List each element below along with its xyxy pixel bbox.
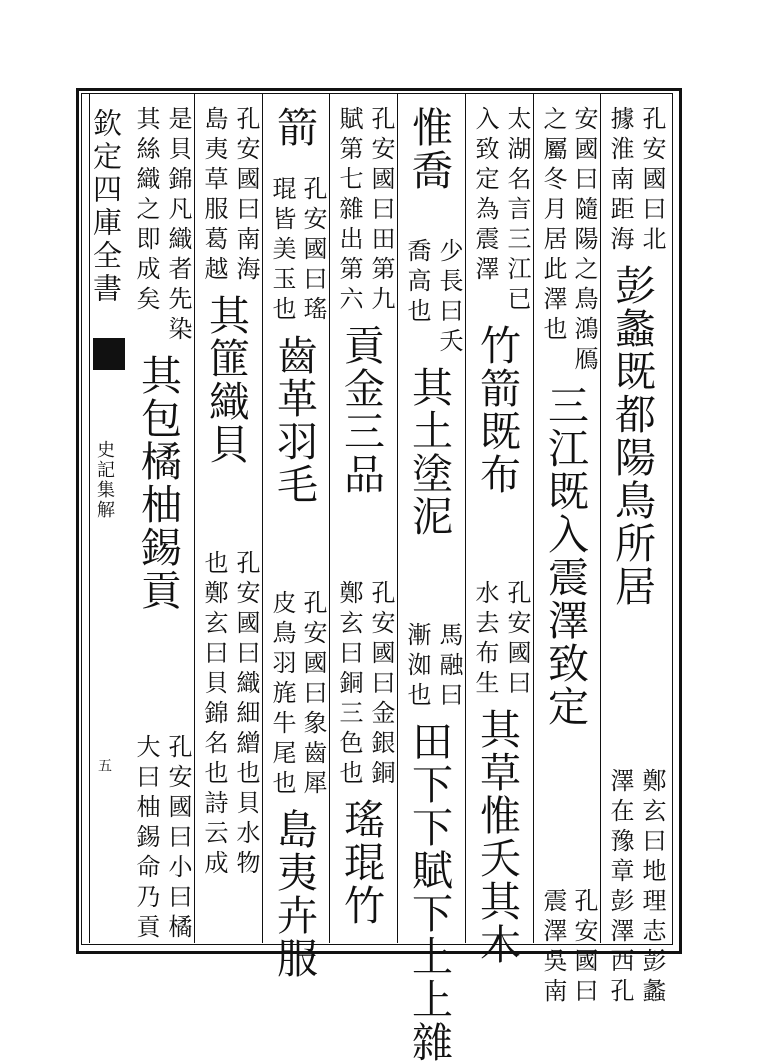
commentary-line: 大曰柚錫命乃貢: [132, 734, 160, 944]
column-rule: [329, 93, 330, 943]
main-text-line: 其草惟夭其木: [473, 708, 521, 966]
commentary-line: 孔安國曰北: [638, 106, 666, 256]
commentary-line: 鄭玄曰銅三色也: [335, 580, 363, 790]
main-text-line: 貢金三品: [337, 324, 385, 496]
commentary-line: 孔安國曰南海: [232, 106, 260, 286]
column-rule: [262, 93, 263, 943]
commentary-line: 孔安國曰織細繒也貝水物: [232, 550, 260, 880]
main-text-line: 其土塗泥: [405, 366, 453, 538]
column-rule: [533, 93, 534, 943]
commentary-line: 孔安國曰田第九: [367, 106, 395, 316]
main-text-line: 惟喬: [405, 106, 453, 192]
main-text-line: 彭蠡既都陽鳥所居: [608, 264, 656, 608]
commentary-line: 漸洳也: [403, 622, 431, 712]
main-text-line: 瑤琨竹: [337, 798, 385, 927]
main-text-line: 齒革羽毛: [270, 334, 318, 506]
commentary-line: 孔安國曰瑤: [299, 176, 327, 326]
main-text-line: 三江既入震澤致定: [541, 384, 589, 728]
commentary-line: 也鄭玄曰貝錦名也詩云成: [200, 550, 228, 880]
page-number: 五: [96, 758, 112, 772]
main-text-line: 島夷卉服: [270, 808, 318, 980]
commentary-line: 之屬冬月居此澤也: [539, 106, 567, 346]
commentary-line: 孔安國曰: [570, 888, 598, 1008]
commentary-line: 震澤吳南: [539, 888, 567, 1008]
commentary-line: 孔安國曰小曰橘: [164, 734, 192, 944]
commentary-line: 孔安國曰: [503, 580, 531, 700]
commentary-line: 其絲織之即成矣: [132, 106, 160, 316]
commentary-line: 澤在豫章彭澤西孔: [606, 768, 634, 1008]
column-rule: [397, 93, 398, 943]
commentary-line: 孔安國曰金銀銅: [367, 580, 395, 790]
commentary-line: 是貝錦凡織者先染: [164, 106, 192, 346]
commentary-line: 鄭玄曰地理志彭蠡: [638, 768, 666, 1008]
commentary-line: 喬高也: [403, 238, 431, 328]
main-text-line: 竹箭既布: [473, 324, 521, 496]
commentary-line: 水去布生: [471, 580, 499, 700]
commentary-line: 太湖名言三江已: [503, 106, 531, 316]
commentary-line: 據淮南距海: [606, 106, 634, 256]
fishtail-mark: [93, 338, 125, 370]
commentary-line: 琨皆美玉也: [268, 176, 296, 326]
column-rule: [600, 93, 601, 943]
main-text-line: 田下下賦下上上雜: [405, 720, 453, 1064]
column-rule: [465, 93, 466, 943]
main-text-line: 其包橘柚錫貢: [134, 354, 182, 612]
commentary-line: 少長曰夭: [435, 238, 463, 358]
book-title: 欽定四庫全書: [89, 108, 123, 306]
commentary-line: 馬融曰: [435, 622, 463, 712]
commentary-line: 孔安國曰象齒犀: [299, 590, 327, 800]
commentary-line: 賦第七雜出第六: [335, 106, 363, 316]
column-rule: [194, 93, 195, 943]
commentary-line: 島夷草服葛越: [200, 106, 228, 286]
main-text-line: 其篚織貝: [202, 294, 250, 466]
commentary-line: 入致定為震澤: [471, 106, 499, 286]
commentary-line: 安國曰隨陽之鳥鴻鴈: [570, 106, 598, 376]
center-title: 史記集解: [94, 440, 115, 520]
commentary-line: 皮鳥羽旄牛尾也: [268, 590, 296, 800]
main-text-line: 箭: [270, 106, 318, 149]
